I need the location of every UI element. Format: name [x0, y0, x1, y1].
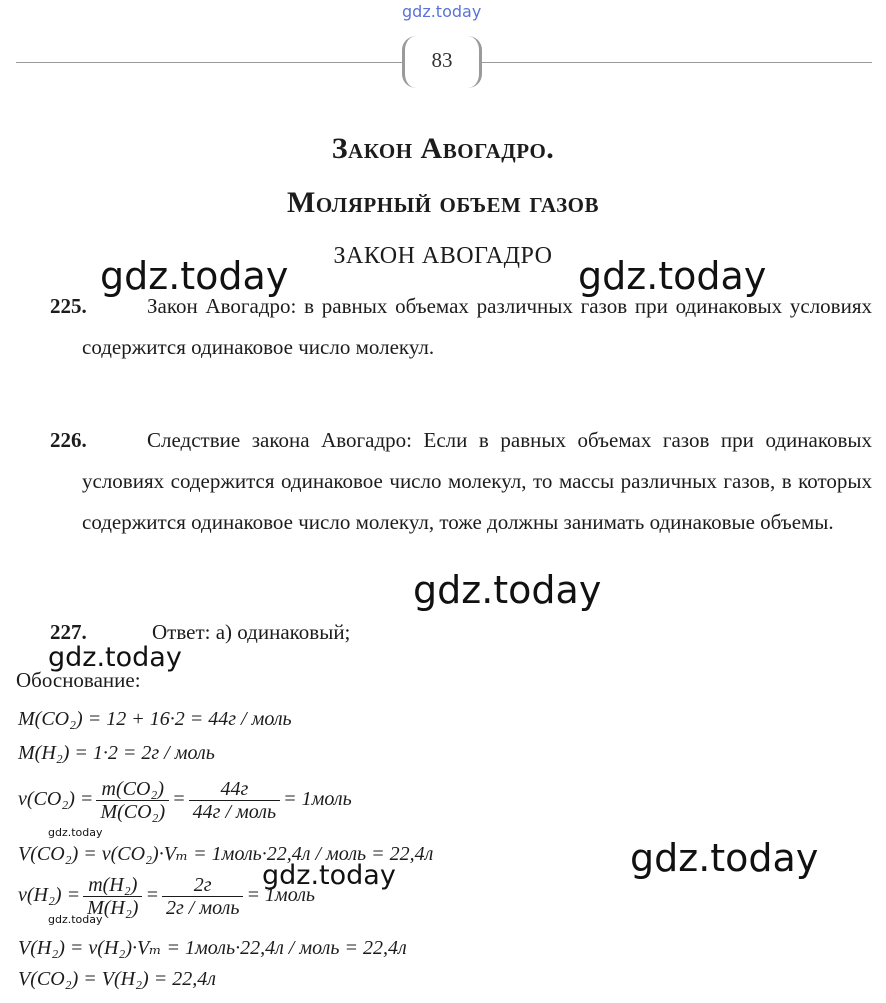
formula-amount-co2: ν(CO₂) = $\frac{\text{m(CO₂)}}{\text{M(CO₂)}}$ = $\frac{44г}{\text{44г / моль}}$ = 1моль [18, 778, 352, 823]
watermark: gdz.today [578, 254, 767, 298]
chapter-title-line1: Закон Авогадро. [331, 132, 555, 165]
watermark: gdz.today [262, 860, 396, 891]
justification-label: Обоснование: [16, 668, 141, 692]
watermark-top: gdz.today [402, 2, 482, 21]
problem-number: 227. [50, 620, 87, 644]
watermark: gdz.today [630, 836, 819, 880]
formula-molar-mass-co2: M(CO₂) = 12 + 16·2 = 44г / моль [18, 708, 292, 730]
formula-molar-mass-h2: M(H₂) = 1·2 = 2г / моль [18, 742, 215, 764]
watermark: gdz.today [48, 642, 182, 673]
watermark: gdz.today [100, 254, 289, 298]
problem-answer: Ответ: а) одинаковый; [152, 620, 351, 644]
page-number: 83 [402, 36, 482, 88]
header-rule-left [16, 62, 402, 63]
problem-text: Закон Авогадро: в равных объемах различных газов при одинаковых условиях содержится одинаковое число молекул. [82, 294, 872, 359]
chapter-title-line2: Молярный объем газов [287, 186, 599, 219]
section-heading: ЗАКОН АВОГАДРО [333, 243, 553, 269]
watermark-small: gdz.today [48, 826, 103, 839]
formula-volume-co2: V(CO₂) = ν(CO₂)·Vₘ = 1моль·22,4л / моль = 22,4л [18, 843, 434, 865]
problem-text: Следствие закона Авогадро: Если в равных объемах газов при одинаковых условиях содержится одинаковое число молекул, то массы различных газов, в которых содержится одинаковое число молекул, тоже должны занимать одинаковые объемы. [82, 428, 872, 534]
watermark: gdz.today [413, 568, 602, 612]
formula-amount-h2: ν(H₂) = $\frac{\text{m(H₂)}}{\text{M(H₂)}}$ = $\frac{2г}{\text{2г / моль}}$ = 1моль [18, 874, 316, 919]
watermark-small: gdz.today [48, 913, 103, 926]
problem-number: 225. [50, 294, 87, 318]
header-rule-right [482, 62, 872, 63]
formula-volume-h2: V(H₂) = ν(H₂)·Vₘ = 1моль·22,4л / моль = 22,4л [18, 937, 407, 959]
formula-volumes-equal: V(CO₂) = V(H₂) = 22,4л [18, 968, 216, 990]
problem-number: 226. [50, 428, 87, 452]
